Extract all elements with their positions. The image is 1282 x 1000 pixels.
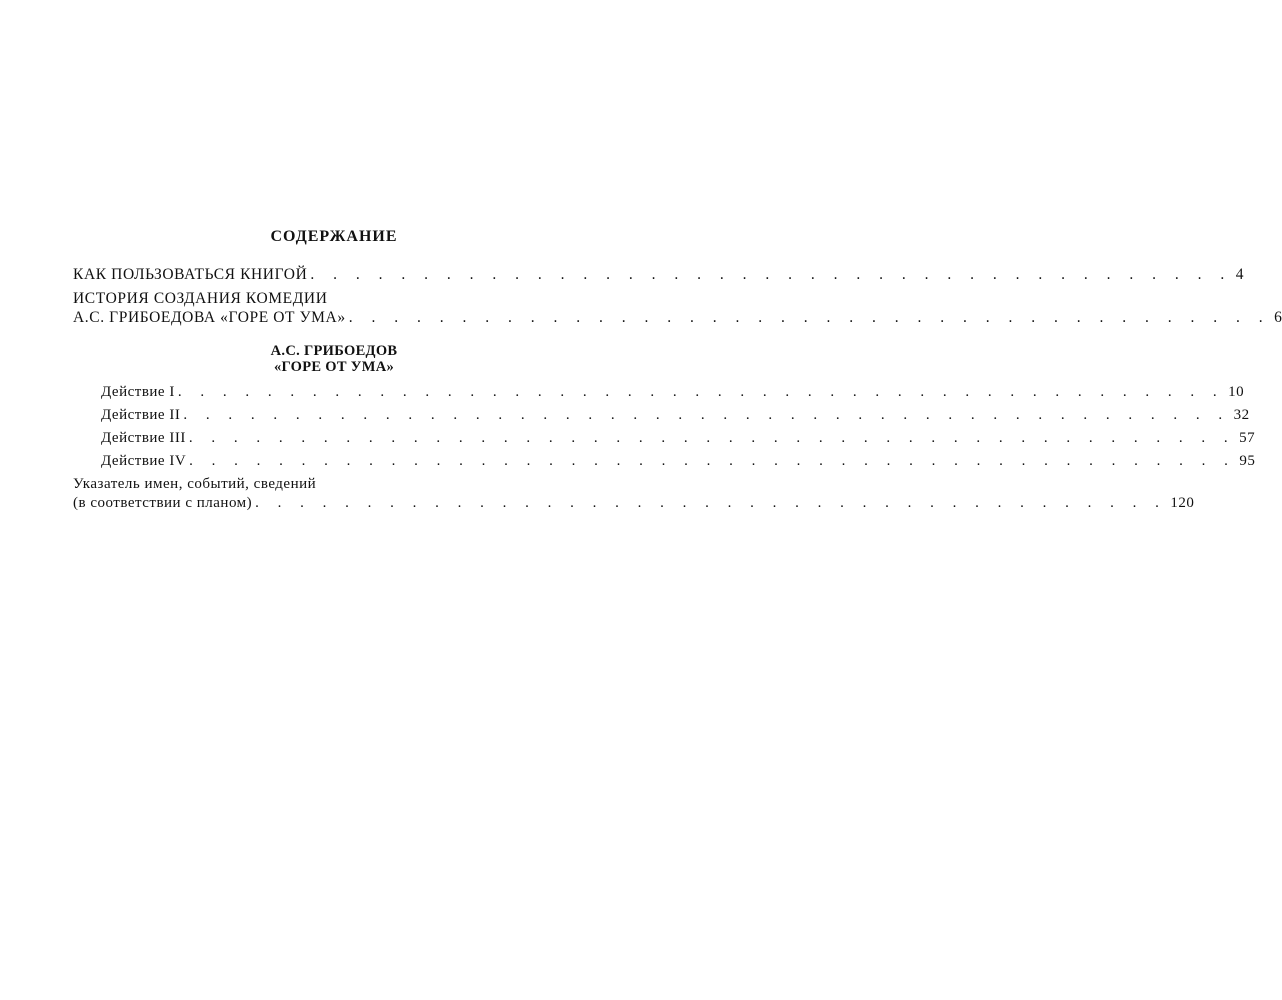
toc-entry-label: Действие I <box>101 384 175 400</box>
toc-entry-label-line1: Указатель имен, событий, сведений <box>73 476 317 492</box>
table-of-contents <box>73 228 1282 513</box>
toc-page-number: 6 <box>1274 309 1282 326</box>
toc-title: СОДЕРЖАНИЕ <box>270 228 398 245</box>
toc-entry-label-line1: ИСТОРИЯ СОЗДАНИЯ КОМЕДИИ <box>73 290 328 307</box>
acts-list <box>73 381 1256 473</box>
toc-entry-label: КАК ПОЛЬЗОВАТЬСЯ КНИГОЙ <box>73 266 308 283</box>
toc-entry-label: А.С. ГРИБОЕДОВА «ГОРЕ ОТ УМА» <box>73 309 346 326</box>
dot-leader: . . . . . . . . . . . . . . . . . . . . . . . . . . . . . . . . . . . . . . . . . <box>348 309 1271 326</box>
toc-entry-label: Действие II <box>101 407 181 423</box>
dot-leader: . . . . . . . . . . . . . . . . . . . . . . . . . . . . . . . . . . . . . . . . . . . . . . . <box>177 384 1225 400</box>
toc-entry-act-3[interactable] <box>73 427 1256 450</box>
dot-leader: . . . . . . . . . . . . . . . . . . . . . . . . . . . . . . . . . . . . . . . . . <box>255 495 1167 511</box>
toc-page-number: 4 <box>1235 266 1245 283</box>
toc-page-number: 32 <box>1233 407 1250 423</box>
dot-leader: . . . . . . . . . . . . . . . . . . . . . . . . . . . . . . . . . . . . . . . . . . . . . . . <box>188 430 1236 446</box>
toc-entry-act-2[interactable] <box>73 404 1250 427</box>
toc-entry-how-to-use[interactable] <box>73 265 1245 284</box>
toc-page-number: 120 <box>1170 495 1195 511</box>
toc-page-number: 57 <box>1239 430 1256 446</box>
dot-leader: . . . . . . . . . . . . . . . . . . . . . . . . . . . . . . . . . . . . . . . . . . . . . . . <box>189 453 1236 469</box>
toc-entry-act-4[interactable] <box>73 450 1256 473</box>
section-work-title: «ГОРЕ ОТ УМА» <box>273 359 395 375</box>
toc-entry-label: Действие III <box>101 430 186 446</box>
toc-entry-history[interactable] <box>73 289 1282 327</box>
section-author: А.С. ГРИБОЕДОВ <box>270 343 398 359</box>
toc-entry-index[interactable] <box>73 475 1195 513</box>
dot-leader: . . . . . . . . . . . . . . . . . . . . . . . . . . . . . . . . . . . . . . . . . <box>310 266 1232 283</box>
toc-entry-label: Действие IV <box>101 453 187 469</box>
section-heading <box>73 343 595 375</box>
dot-leader: . . . . . . . . . . . . . . . . . . . . . . . . . . . . . . . . . . . . . . . . . . . . . . . <box>183 407 1230 423</box>
toc-entry-act-1[interactable] <box>73 381 1245 404</box>
toc-entry-label: (в соответствии с планом) <box>73 495 253 511</box>
toc-page-number: 10 <box>1228 384 1245 400</box>
toc-page-number: 95 <box>1239 453 1256 469</box>
